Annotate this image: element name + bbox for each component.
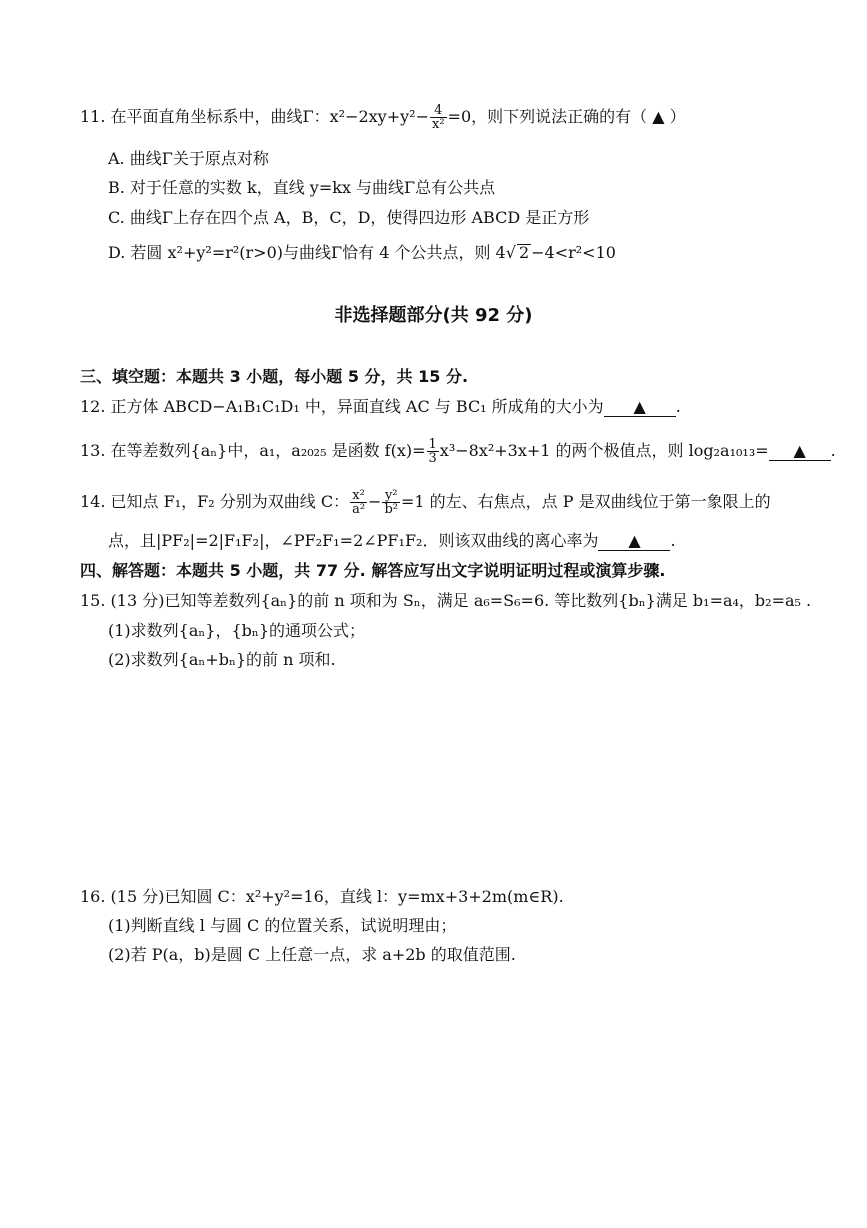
q16-part1: (1)判断直线 l 与圆 C 的位置关系，试说明理由；	[108, 916, 457, 935]
section3-header: 三、填空题：本题共 3 小题，每小题 5 分，共 15 分.	[80, 367, 469, 386]
fraction-numerator: x²	[350, 489, 367, 503]
minus-sign: −	[368, 492, 382, 511]
q15-part1: (1)求数列{aₙ}，{bₙ}的通项公式；	[108, 621, 366, 640]
answer-blank: ▲	[769, 442, 831, 461]
q14-fraction-y	[382, 489, 400, 516]
q14-line1	[80, 489, 771, 516]
q14-line2-text: 点，且|PF₂|=2|F₁F₂|，∠PF₂F₁=2∠PF₁F₂．则该双曲线的离心率为	[108, 531, 599, 550]
q14-fraction-x	[350, 489, 367, 516]
q13-end: .	[830, 441, 836, 460]
sqrt-radicand: 2	[518, 243, 530, 262]
fraction-denominator: a²	[352, 502, 366, 517]
q15-part2: (2)求数列{aₙ+bₙ}的前 n 项和.	[108, 650, 336, 669]
q11-option-b: B. 对于任意的实数 k，直线 y=kx 与曲线Γ总有公共点	[108, 178, 496, 197]
fraction-denominator: x²	[432, 117, 445, 132]
fraction-denominator: b²	[384, 502, 398, 517]
q11-fraction	[430, 104, 447, 131]
q16-part2: (2)若 P(a，b)是圆 C 上任意一点，求 a+2b 的取值范围.	[108, 945, 516, 964]
fraction-denominator: 3	[428, 451, 437, 466]
q15-stem: 15. (13 分)已知等差数列{aₙ}的前 n 项和为 Sₙ，满足 a₆=S₆=6. 等比数列{bₙ}满足 b₁=a₄，b₂=a₅ .	[80, 591, 812, 610]
part2-title: 非选择题部分(共 92 分)	[334, 305, 533, 326]
q12-end: .	[675, 397, 681, 416]
q11-stem-end: =0，则下列说法正确的有（ ▲ ）	[447, 107, 686, 126]
q11-option-d-text: D. 若圆 x²+y²=r²(r>0)与曲线Γ恰有 4 个公共点，则 4	[108, 243, 506, 262]
q11-option-a: A. 曲线Γ关于原点对称	[108, 149, 269, 168]
fraction-numerator: y²	[382, 489, 400, 503]
q14-text-end: =1 的左、右焦点，点 P 是双曲线位于第一象限上的	[401, 492, 771, 511]
q12	[80, 396, 681, 418]
q16-stem: 16. (15 分)已知圆 C：x²+y²=16，直线 l：y=mx+3+2m(m∈R).	[80, 887, 564, 906]
section4-header: 四、解答题：本题共 5 小题，共 77 分. 解答应写出文字说明证明过程或演算步骤.	[80, 561, 666, 580]
q11-option-c: C. 曲线Γ上存在四个点 A，B，C，D，使得四边形 ABCD 是正方形	[108, 208, 590, 227]
q12-text: 12. 正方体 ABCD−A₁B₁C₁D₁ 中，异面直线 AC 与 BC₁ 所成角的大小为	[80, 397, 604, 416]
q13-text-end: x³−8x²+3x+1 的两个极值点，则 log₂a₁₀₁₃=	[439, 441, 769, 460]
q11-option-d-end: −4<r²<10	[531, 243, 616, 262]
q11-stem-text: 11. 在平面直角坐标系中，曲线Γ：x²−2xy+y²−	[80, 107, 429, 126]
answer-blank: ▲	[604, 398, 676, 417]
q14-end: .	[670, 531, 676, 550]
q11-stem	[80, 104, 686, 131]
q13	[80, 438, 836, 465]
q13-text: 13. 在等差数列{aₙ}中，a₁，a₂₀₂₅ 是函数 f(x)=	[80, 441, 426, 460]
q14-line2	[108, 530, 676, 552]
answer-blank: ▲	[598, 532, 670, 551]
q14-text: 14. 已知点 F₁，F₂ 分别为双曲线 C：	[80, 492, 350, 511]
fraction-numerator: 4	[430, 104, 447, 118]
fraction-numerator: 1	[428, 437, 437, 452]
q13-fraction	[427, 438, 439, 465]
q11-option-d: D. 若圆 x²+y²=r²(r>0)与曲线Γ恰有 4 个公共点，则 4√ 2 −4<r²<10	[108, 243, 616, 262]
